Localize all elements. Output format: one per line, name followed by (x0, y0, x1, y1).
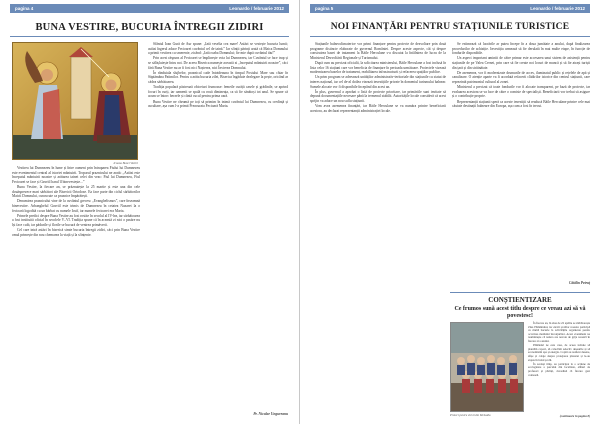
box-separator (450, 292, 590, 293)
left-page-number: pagina 4 (15, 6, 34, 11)
left-page-header (10, 4, 289, 13)
paragraph: Reprezentanții stațiunii speră ca aceste investiții să readucă Băile Herculane printre cele mai căutate destinații balneare din Europa, așa cum a fost în trecut. (452, 99, 590, 109)
right-page-header (310, 4, 590, 13)
paragraph: Sfântul Ioan Gură de Aur spune: „Iată veselia cea mare! Astăzi se vestește bucuria lumii; astăzi îngerul aduce Fecioarei cuvântul cel de taină.” Iar sfinții părinți arată că Maica Domnului a primit vestirea cu smerenie, zicând: „Iată roaba Domnului; fie mie după cuvântul tău!” (148, 42, 288, 56)
box-kicker: CONȘTIENTIZARE (488, 296, 552, 304)
paragraph: În rânduiala slujbelor, praznicul cade întotdeauna în timpul Postului Mare sau chiar în Săptămâna Patimilor. Pentru a arăta bucuria zilei, Biserica îngăduie dezlegare la pește, oricând ar cădea sărbătoarea. (148, 70, 288, 84)
paragraph: În fiecare an, în ziua de 22 aprilie se sărbătorește Ziua Pământului, iar elevii școlilor noastre participă cu multă bucurie la activitățile organizate pentru ocrotirea mediului înconjurător. Acest eveniment ne reamintește că natura are nevoie de grija noastră în fiecare zi a anului. (528, 321, 590, 343)
earth-day-photo (450, 322, 524, 412)
box-title: Ce frumos sună acest titlu despre ce vreau azi să vă povestesc! (454, 306, 586, 319)
left-title-rule (10, 36, 289, 37)
paragraph: Denumirea praznicului vine de la cuvântul grecesc „Evanghelismos”, care înseamnă binevestire. Arhanghelul Gavriil este trimis de Dumnezeu în cetatea Nazaret la o fecioară logodită cu un bărbat cu numele Iosif, iar numele fecioarei era Maria. (12, 199, 140, 213)
box-column (528, 322, 590, 414)
annunciation-icon (13, 43, 138, 160)
paragraph: Stațiunile balneoclimaterice vor primi finanțare pentru proiecte de dezvoltare prin două programe distincte elaborate de guvernul României. Despre aceste aspecte, cât și despre construirea bazei de tratament la Băile Herculane s-a discutat la întâlnirea de lucru de la Ministerul Dezvoltării Regionale și Turismului. (310, 42, 446, 60)
left-column-1 (12, 166, 140, 416)
paragraph: Se estimează că lucrările ar putea începe în a doua jumătate a anului, după finalizarea procedurilor de achiziție. Investiția urmează să fie derulată în mai multe etape, în funcție de fondurile disponibile. (452, 42, 590, 56)
left-column-2 (148, 42, 288, 412)
right-article-title: NOI FINANȚĂRI PENTRU STAȚIUNILE TURISTICE (330, 22, 570, 32)
continued-note: (continuare în pagina 8) (559, 414, 590, 418)
left-signature: Pr. Nicolae Ungureanu (253, 412, 288, 416)
paragraph: În același timp, au participat la o acțiune de ecologizare a parcului din localitate, alături de profesori și părinți, dovedind că fiecare gest contează. (528, 361, 590, 377)
paragraph: După cum au precizat oficialii, la solicitarea ministerului, Băile Herculane a fost inclusă în lista celor 16 stațiuni care vor beneficia de finanțare în perioada următoare. Proiectele vizează modernizarea bazelor de tratament, reabilitarea infrastructurii și refacerea spațiilor publice. (310, 60, 446, 75)
children-group-photo (451, 323, 524, 412)
right-page (300, 0, 600, 424)
paragraph: Prin acest răspuns al Fecioarei se împlinește voia lui Dumnezeu, iar Cuvântul se face trup și se sălășluiește întru noi. De aceea Biserica numește această zi „începutul mântuirii noastre”, căci fără Buna Vestire nu ar fi fost nici Nașterea, nici Învierea Domnului. (148, 56, 288, 70)
right-page-number: pagina 5 (315, 6, 334, 11)
right-signature: Cătălin Petruț (568, 281, 590, 285)
left-page-issue: Leonardo / februarie 2012 (229, 6, 284, 11)
paragraph: Primele predici despre Buna Vestire au fost rostite în secolul al IV-lea, iar sărbătoarea a fost instituită oficial în secolele V–VI. Tradiția spune că în această zi nici o pasăre nu își face cuib, iar pădurile și florile se bucură de venirea primăverii. (12, 213, 140, 227)
right-column-1 (310, 42, 446, 292)
icon-caption: Icoana Bunei Vestiri (113, 161, 138, 165)
annunciation-icon-image (12, 42, 138, 160)
paragraph: Buna Vestire, la fiecare an, se prăznuiește la 25 martie și este una din cele douăsprezece mari sărbători ale Bisericii Ortodoxe. Ea face parte din ciclul sărbătorilor Maicii Domnului, cunoscute ca praznice împărătești. (12, 184, 140, 199)
paragraph: De asemenea, vor fi modernizate drumurile de acces, iluminatul public și rețelele de apă și canalizare. O atenție aparte va fi acordată refacerii clădirilor istorice din centrul stațiunii, care reprezintă patrimoniul cultural al zonei. (452, 70, 590, 84)
paragraph: Ministerul a precizat că toate fondurile vor fi alocate transparent, pe bază de proiecte, iar evaluarea acestora se va face de către o comisie de specialiști. Beneficiarii vor trebui să asigure și o contribuție proprie. (452, 85, 590, 99)
right-column-2 (452, 42, 590, 274)
paragraph: Un aspect important amintit de către primar este accesarea unui sistem de asistență pentru stațiunile de pe Valea Cernei, prin care să fie create noi locuri de muncă și să fie atrași turiști din țară și din străinătate. (452, 56, 590, 70)
paragraph: Vestirea lui Dumnezeu în lume și între oameni prin întruparea Fiului lui Dumnezeu este evenimentul central al istoriei mântuirii. Troparul praznicului ne arată: „Astăzi este începutul mântuirii noastre și arătarea tainei celei din veac: Fiul lui Dumnezeu, Fiul Fecioarei se face și Gavriil harul îl binevestește...” (12, 166, 140, 184)
paragraph: Vom avea asemenea finanțări, iar Băile Herculane se va număra printre beneficiarii acestora, au declarat reprezentanții administrației locale. (310, 104, 446, 113)
paragraph: În plus, guvernul a aprobat o listă de proiecte prioritare, iar primăriile sunt invitate să depună documentațiile necesare până la termenul stabilit. Autoritățile locale consideră că acest sprijin va aduce un nou suflu stațiunii. (310, 89, 446, 103)
paragraph: Cel care intră astăzi în biserică simte bucuria întregii zidiri, căci prin Buna Vestire omul primește din nou chemarea la viață și la sfințenie. (12, 228, 140, 237)
paragraph: Un prim program se adresează unităților administrativ-teritoriale din stațiunile cu statut de interes național, iar cel de-al doilea vizează investițiile private în domeniul turismului balnear. Sumele alocate vor fi disponibile începând din acest an. (310, 75, 446, 89)
photo-caption: Proiect pentru elevii din Mehadia (450, 413, 491, 417)
paragraph: Pământul ne este casa, de aceea trebuie să plantăm copaci, să colectăm selectiv deșeurile și să economisim apa și energia. Copiii au realizat desene, afișe și colaje despre protejarea planetei și le-au expus în holul școlii. (528, 343, 590, 362)
right-page-issue: Leonardo / februarie 2012 (530, 6, 585, 11)
left-article-title: BUNA VESTIRE, BUCURIA ÎNTREGII ZIDIRI (35, 22, 264, 33)
right-title-rule (310, 36, 590, 37)
paragraph: Buna Vestire ne cheamă pe toți să primim în inimă cuvântul lui Dumnezeu, cu credință și ascultare, așa cum l-a primit Preacurata Fecioară Maria. (148, 99, 288, 109)
paragraph: Tradiția populară păstrează obiceiuri frumoase: femeile curăță casele și grădinile, se aprind focuri în curți, iar oamenii se spală cu rouă dimineața, ca să fie sănătoși tot anul. Se spune că acum se întorc berzele și cântă cucul pentru prima oară. (148, 85, 288, 99)
